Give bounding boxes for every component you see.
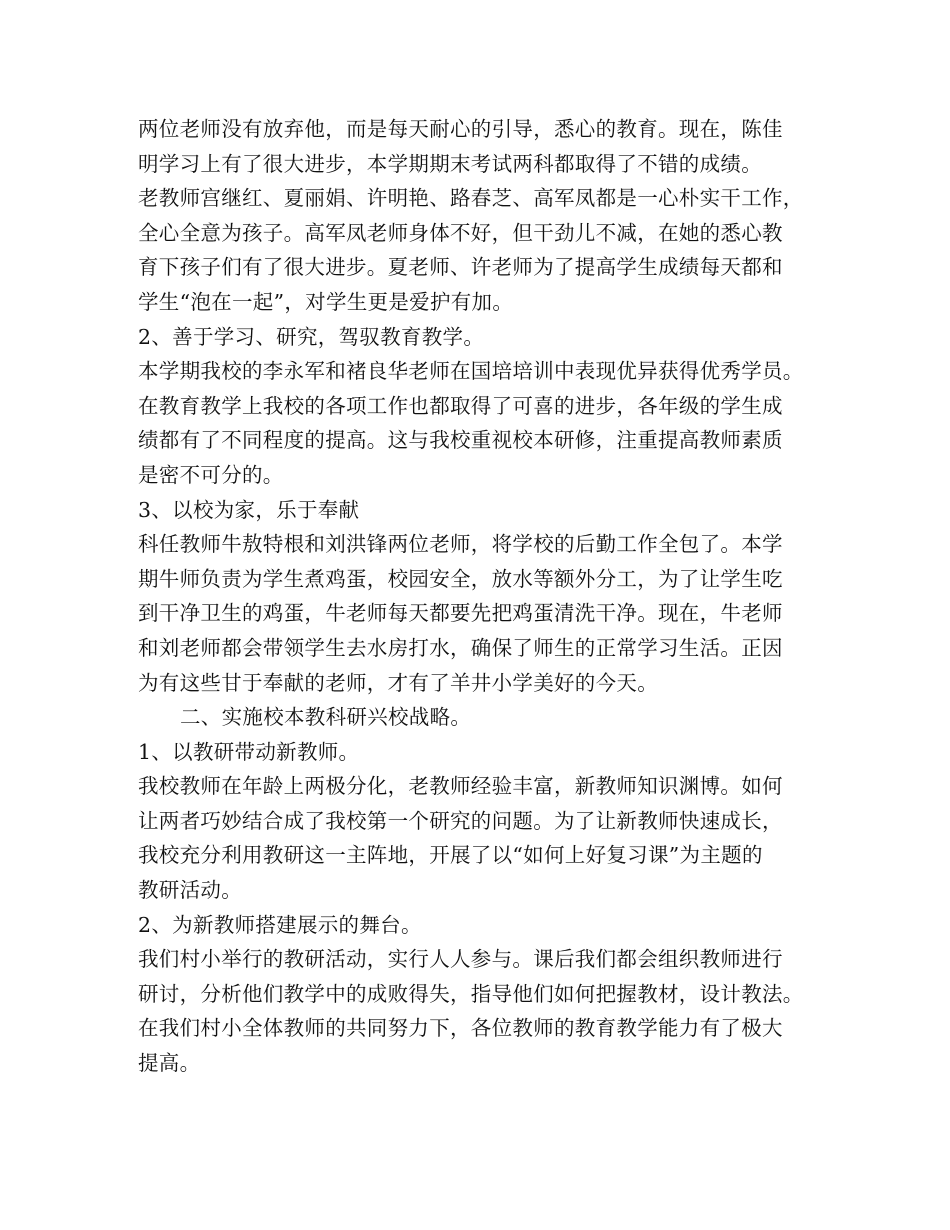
text-line: 是密不可分的。 (138, 462, 284, 487)
text-line: 老教师宫继红、夏丽娟、许明艳、路春芝、高军凤都是一心朴实干工作， (138, 186, 804, 211)
text-line: 绩都有了不同程度的提高。这与我校重视校本研修，注重提高教师素质 (138, 428, 783, 453)
section-heading: 2、善于学习、研究，驾驭教育教学。 (138, 324, 485, 349)
text-line: 让两者巧妙结合成了我校第一个研究的问题。为了让新教师快速成长， (138, 808, 783, 833)
text-line: 到干净卫生的鸡蛋，牛老师每天都要先把鸡蛋清洗干净。现在，牛老师 (138, 601, 783, 626)
text-line: 两位老师没有放弃他，而是每天耐心的引导，悉心的教育。现在，陈佳 (138, 117, 783, 141)
text-line: 学生“泡在一起”，对学生更是爱护有加。 (138, 289, 514, 314)
section-heading: 3、以校为家，乐于奉献 (138, 497, 360, 522)
text-line: 我校教师在年龄上两极分化，老教师经验丰富，新教师知识渊博。如何 (138, 774, 783, 799)
text-line: 育下孩子们有了很大进步。夏老师、许老师为了提高学生成绩每天都和 (138, 255, 783, 280)
text-line: 为有这些甘于奉献的老师，才有了羊井小学美好的今天。 (138, 670, 658, 695)
text-line: 全心全意为孩子。高军凤老师身体不好，但干劲儿不减，在她的悉心教 (138, 220, 783, 245)
text-line: 教研活动。 (138, 878, 242, 903)
text-line: 和刘老师都会带领学生去水房打水，确保了师生的正常学习生活。正因 (138, 635, 783, 660)
section-heading: 1、以教研带动新教师。 (138, 739, 360, 764)
document-page (138, 112, 838, 1081)
chapter-heading: 二、实施校本教科研兴校战略。 (180, 705, 472, 730)
text-line: 本学期我校的李永军和褚良华老师在国培培训中表现优异获得优秀学员。 (138, 359, 804, 384)
text-line: 科任教师牛敖特根和刘洪锋两位老师，将学校的后勤工作全包了。本学 (138, 532, 783, 557)
text-line: 我们村小举行的教研活动，实行人人参与。课后我们都会组织教师进行 (138, 947, 783, 972)
text-line: 研讨，分析他们教学中的成败得失，指导他们如何把握教材，设计教法。 (138, 981, 804, 1006)
text-line: 在我们村小全体教师的共同努力下，各位教师的教育教学能力有了极大 (138, 1016, 783, 1041)
text-line: 我校充分利用教研这一主阵地，开展了以“如何上好复习课”为主题的 (138, 843, 763, 868)
text-line: 提高。 (138, 1051, 201, 1076)
section-heading: 2、为新教师搭建展示的舞台。 (138, 912, 422, 937)
text-line: 期牛师负责为学生煮鸡蛋，校园安全，放水等额外分工，为了让学生吃 (138, 566, 783, 591)
text-line: 在教育教学上我校的各项工作也都取得了可喜的进步，各年级的学生成 (138, 393, 783, 418)
text-line: 明学习上有了很大进步，本学期期末考试两科都取得了不错的成绩。 (138, 151, 762, 176)
